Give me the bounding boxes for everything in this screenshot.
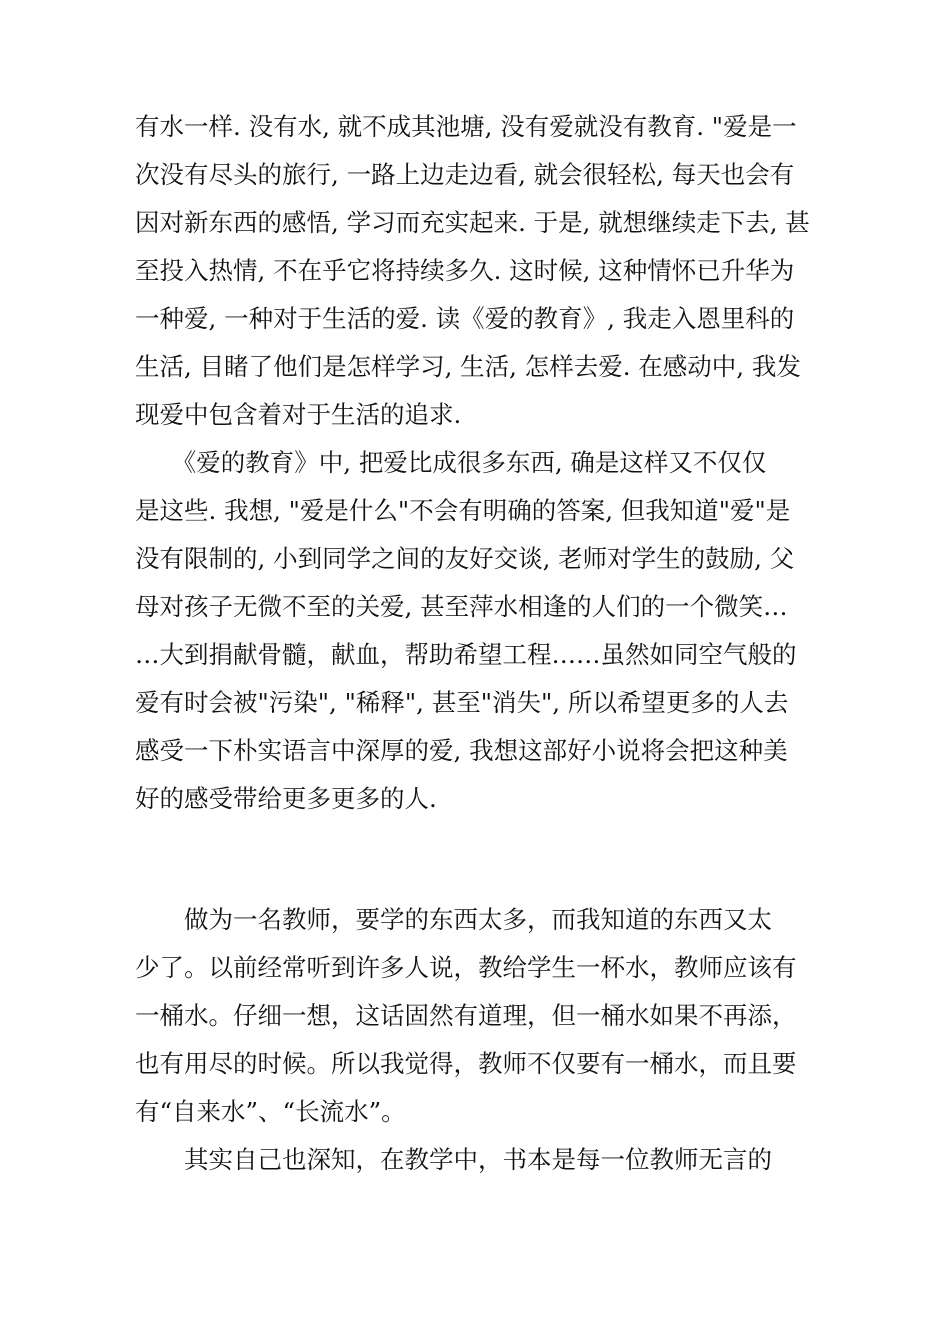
text-line: 感受一下朴实语言中深厚的爱, 我想这部好小说将会把这种美 <box>135 736 788 765</box>
text-line: …大到捐献骨髓，献血，帮助希望工程……虽然如同空气般的 <box>135 640 797 669</box>
text-line: 因对新东西的感悟, 学习而充实起来. 于是, 就想继续走下去, 甚 <box>135 208 810 237</box>
text-line: 现爱中包含着对于生活的追求. <box>135 400 462 429</box>
text-line: 一桶水。仔细一想，这话固然有道理，但一桶水如果不再添， <box>135 1001 797 1030</box>
text-line: 母对孩子无微不至的关爱, 甚至萍水相逢的人们的一个微笑… <box>135 592 788 621</box>
text-line: 是这些. 我想, "爱是什么"不会有明确的答案, 但我知道"爱"是 <box>135 496 791 525</box>
text-line: 有水一样. 没有水, 就不成其池塘, 没有爱就没有教育. "爱是一 <box>135 112 797 141</box>
text-line: 次没有尽头的旅行, 一路上边走边看, 就会很轻松, 每天也会有 <box>135 160 795 189</box>
text-line: 《爱的教育》中, 把爱比成很多东西, 确是这样又不仅仅 <box>135 448 767 477</box>
text-line: 其实自己也深知，在教学中，书本是每一位教师无言的 <box>135 1145 772 1174</box>
text-line: 少了。以前经常听到许多人说，教给学生一杯水，教师应该有 <box>135 953 797 982</box>
text-line: 没有限制的, 小到同学之间的友好交谈, 老师对学生的鼓励, 父 <box>135 544 795 573</box>
text-line: 做为一名教师，要学的东西太多，而我知道的东西又太 <box>135 905 772 934</box>
text-line: 爱有时会被"污染", "稀释", 甚至"消失", 所以希望更多的人去 <box>135 688 789 717</box>
text-line: 至投入热情, 不在乎它将持续多久. 这时候, 这种情怀已升华为 <box>135 256 795 285</box>
text-line: 好的感受带给更多更多的人. <box>135 784 437 813</box>
text-section-2 <box>135 896 825 1184</box>
text-section-1 <box>135 103 825 823</box>
text-line: 生活, 目睹了他们是怎样学习, 生活, 怎样去爱. 在感动中, 我发 <box>135 352 801 381</box>
text-line: 也有用尽的时候。所以我觉得，教师不仅要有一桶水，而且要 <box>135 1049 797 1078</box>
text-line: 有“自来水”、“长流水”。 <box>135 1097 406 1126</box>
text-line: 一种爱, 一种对于生活的爱. 读《爱的教育》, 我走入恩里科的 <box>135 304 795 333</box>
